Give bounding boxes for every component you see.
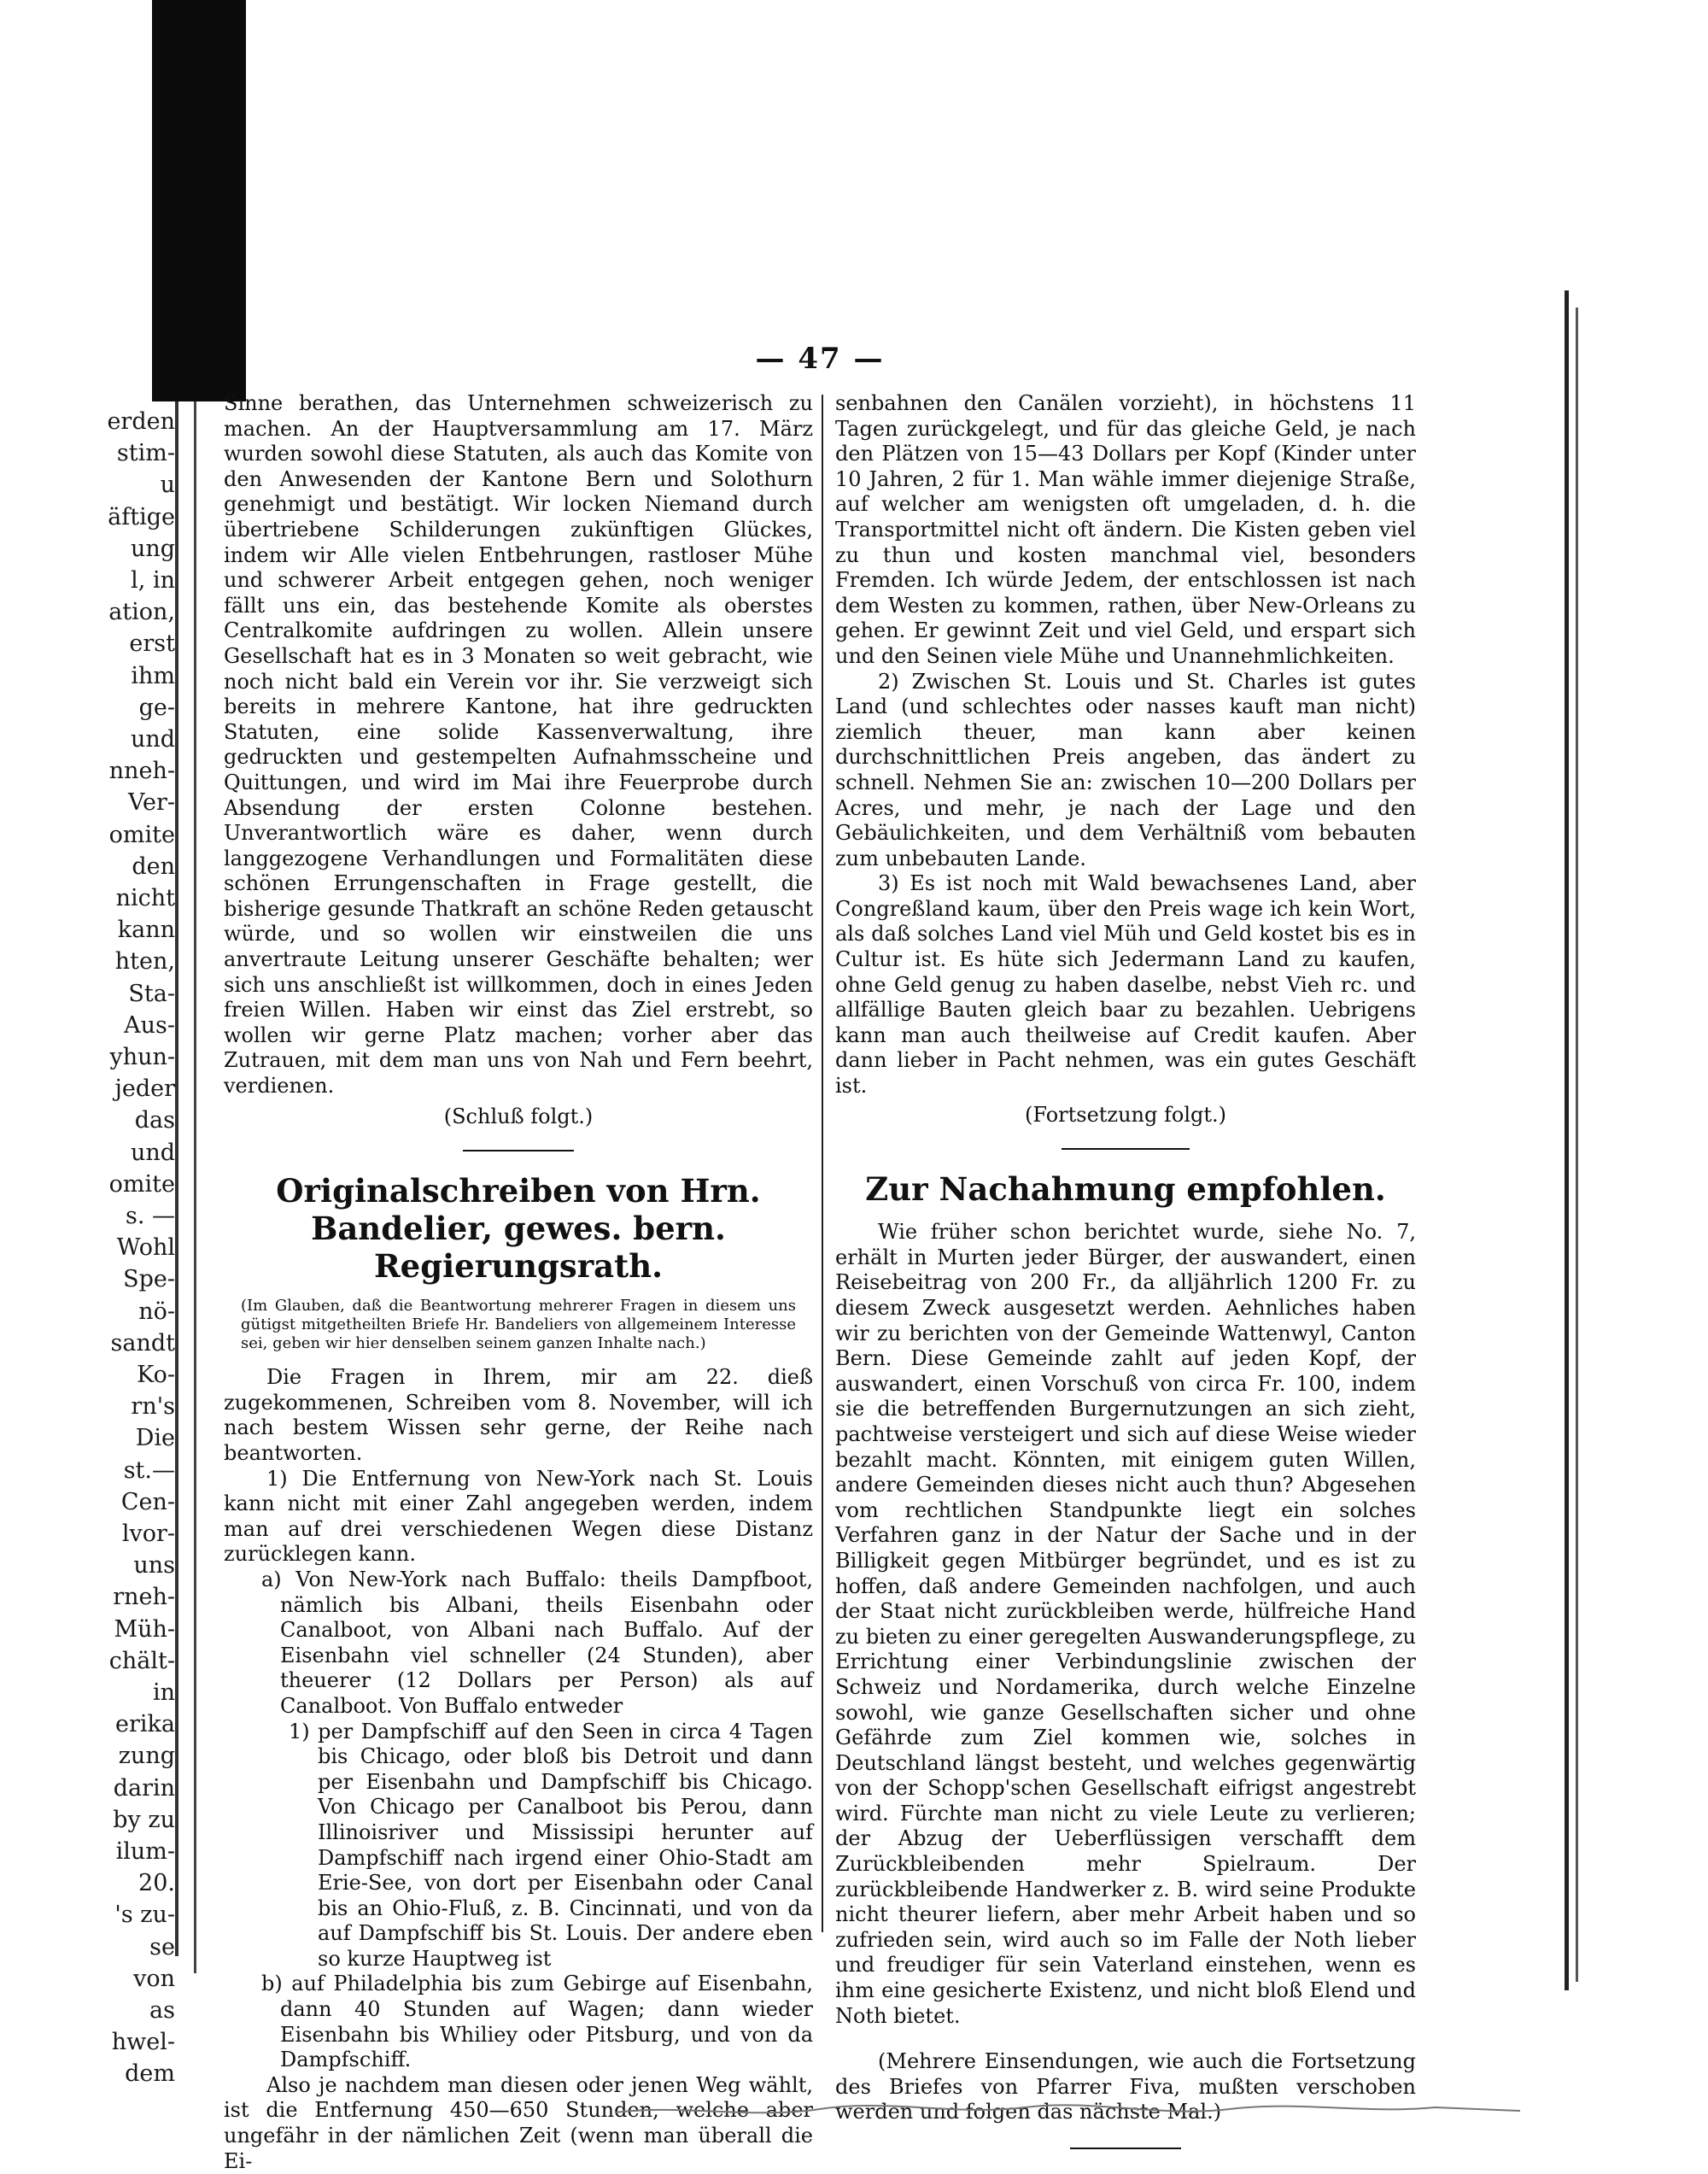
left-page-fragment-line: ge- (138, 694, 175, 721)
left-page-fragment-line: omite (108, 1170, 175, 1198)
left-page-fragment-line: jeder (114, 1075, 175, 1103)
left-page-fragment-line: dem (125, 2060, 175, 2088)
left-page-fragment-line: kann (117, 917, 175, 944)
end-rule (1070, 2148, 1181, 2149)
editor-note: (Im Glauben, daß die Beantwortung mehrerer Fragen in diesem uns gütigst mitgetheilten Briefe Hr. Bandeliers von allgemeinem Interesse sei, geben wir hier denselben seinem ganzen Inhalte nach.) (241, 1297, 796, 1353)
left-page-fragment-line: nicht (115, 885, 175, 911)
left-page-fragment-line: ation, (108, 599, 175, 626)
left-page-fragment-line: Aus- (124, 1011, 175, 1039)
left-page-fragment-line: Spe- (123, 1266, 175, 1293)
left-page-fragment-line: ihm (131, 662, 175, 689)
answer-2: 2) Zwischen St. Louis und St. Charles ist gutes Land (und schlechtes oder nasses kauft man nicht) ziemlich theuer, man kann aber keinen durchschnittlichen Preis angeben, das ändert zu schnell. Nehmen Sie an: zwischen 10—200 Dollars per Acres, und mehr, je nach der Lage und den Gebäulichkeiten, und dem Verhältniß vom bebauten zum unbebauten Lande. (835, 669, 1416, 870)
left-page-fragment-line: in (152, 1679, 175, 1706)
answer-1a-1: 1) per Dampfschiff auf den Seen in circa 4 Tagen bis Chicago, oder bloß bis Detroit und dann per Eisenbahn und Dampfschiff bis Chicago. Von Chicago per Canalboot bis Perou, dann Illinoisriver und Mississipi herunter auf Dampfschiff nach irgend einer Ohio-Stadt am Erie-See, von dort per Eisenbahn oder Canal bis an Ohio-Fluß, z. B. Cincinnati, und von da auf Dampfschiff bis St. Louis. Der andere eben so kurze Hauptweg ist (289, 1719, 813, 1971)
left-page-fragment-line: by zu (113, 1806, 175, 1833)
letter-intro: Die Fragen in Ihrem, mir am 22. dieß zugekommenen, Schreiben vom 8. November, will ich nach bestem Wissen sehr gerne, der Reihe nach beantworten. (224, 1365, 813, 1465)
left-page-fragment-line: stim- (116, 440, 175, 467)
answer-1a: a) Von New-York nach Buffalo: theils Dampfboot, nämlich bis Albani, theils Eisenbahn oder Canalboot, von Albani nach Buffalo. Auf der Eisenbahn viel schneller (24 Stunden), aber theuerer (12 Dollars per Person) als auf Canalboot. Von Buffalo entweder (261, 1567, 813, 1718)
left-page-fragment-line: rn's (131, 1393, 175, 1421)
answer-3: 3) Es ist noch mit Wald bewachsenes Land, aber Congreßland kaum, über den Preis wage ich kein Wort, als daß solches Land viel Müh und Geld kostet bis es in Cultur ist. Es hüte sich Jedermann Land zu kaufen, ohne Geld genug zu haben daselbe, nebst Vieh rc. und allfällige Bauten gleich baar zu bezahlen. Uebrigens kann man auch theilweise auf Credit kaufen. Aber dann lieber in Pacht nehmen, was ein gutes Geschäft ist. (835, 871, 1416, 1099)
left-column (224, 391, 813, 2174)
left-page-fragment-line: von (133, 1965, 175, 1992)
left-page-fragment-line: erden (107, 408, 175, 435)
left-page-fragment-line: äftige (108, 503, 175, 530)
nachahmung-paragraph: Wie früher schon berichtet wurde, siehe No. 7, erhält in Murten jeder Bürger, der auswandert, einen Reisebeitrag von 200 Fr., da alljährlich 1200 Fr. zu diesem Zweck ausgesetzt werden. Aehnliches haben wir zu berichten von der Gemeinde Wattenwyl, Canton Bern. Diese Gemeinde zahlt auf jeden Kopf, der auswandert, einen Vorschuß von circa Fr. 100, indem sie die betreffenden Burgernutzungen an sich zieht, pachtweise versteigert und sich auf diese Weise wieder bezahlt macht. Könnten, mit einigem guten Willen, andere Gemeinden dieses nicht auch thun? Abgesehen vom rechtlichen Standpunkte liegt ein solches Verfahren ganz in der Natur der Sache und in der Billigkeit gegen Mitbürger begründet, und es ist zu hoffen, daß andere Gemeinden nachfolgen, und auch der Staat nicht zurückbleiben werde, hülfreiche Hand zu bieten zu einer geregelten Auswanderungspflege, zu Errichtung einer Verbindungslinie zwischen der Schweiz und Nordamerika, durch welche Einzelne sowohl, wie ganze Gesellschaften sicher und ohne Gefährde zum Ziel kommen wie, solches in Deutschland längst besteht, und welches gegenwärtig von der Schopp'schen Gesellschaft eifrigst angestrebt wird. Fürchte man nicht zu viele Leute zu verlieren; der Abzug der Ueberflüssigen verschafft dem Zurückbleibenden mehr Spielraum. Der zurückbleibende Handwerker z. B. wird seine Produkte nicht theurer liefern, aber mehr Arbeit haben und so zufrieden sein, wird auch so im Falle der Noth lieber und freudiger für sein Vaterland einstehen, wenn es ihm eine gesicherte Existenz, und nicht bloß Elend und Noth bietet. (835, 1220, 1416, 2028)
page-right-border (1565, 290, 1569, 1990)
left-page-fragment-line: Sta- (128, 980, 175, 1007)
left-page-fragment-line: nö- (138, 1298, 175, 1325)
left-page-fragment-line: chält- (108, 1647, 175, 1674)
left-page-fragment-line: das (134, 1107, 175, 1134)
left-paragraph-1: Sinne berathen, das Unternehmen schweizerisch zu machen. An der Hauptversammlung am 17. März wurden sowohl diese Statuten, als auch das Komite von den Anwesenden der Kantone Bern und Solothurn genehmigt und bestätigt. Wir locken Niemand durch übertriebene Schilderungen zukünftigen Glückes, indem wir Alle vielen Entbehrungen, rastloser Mühe und schwerer Arbeit entgegen gehen, noch weniger fällt uns ein, das bestehende Komite als oberstes Centralkomite aufdringen zu wollen. Allein unsere Gesellschaft hat es in 3 Monaten so weit gebracht, wie noch nicht bald ein Verein vor ihr. Sie verzweigt sich bereits in mehrere Kantone, hat ihre gedruckten Statuten, eine solide Kassenverwaltung, ihre gedruckten und gestempelten Aufnahmsscheine und Quittungen, und wird im Mai ihre Feuerprobe durch Absendung der ersten Colonne bestehen. Unverantwortlich wäre es daher, wenn durch langgezogene Verhandlungen und Formalitäten diese schönen Errungenschaften in Frage gestellt, die bisherige gesunde Thatkraft an schöne Reden getauscht würde, und so wollen wir einstweilen die uns anvertraute Leitung unserer Geschäfte behalten; wer sich uns anschließt ist willkommen, doch in eines Jeden freien Willen. Haben wir einst das Ziel erstrebt, so wollen wir gerne Platz machen; vorher aber das Zutrauen, mit dem man uns von Nah und Fern beehrt, verdienen. (224, 391, 813, 1099)
editorial-notice: (Mehrere Einsendungen, wie auch die Fortsetzung des Briefes von Pfarrer Fiva, mußten verschoben werden und folgen das nächste Mal.) (835, 2049, 1416, 2124)
section-rule-right (1062, 1148, 1190, 1150)
left-page-fragment-line: hten, (114, 948, 175, 976)
left-page-fragment-line: Wohl (116, 1234, 175, 1262)
left-page-fragment-line: 's zu- (114, 1902, 175, 1929)
article-heading-nachahmung: Zur Nachahmung empfohlen. (865, 1170, 1386, 1209)
left-page-fragment-line: Die (135, 1425, 175, 1452)
left-page-fragment-line: und (130, 726, 175, 753)
left-page-fragment-line: zung (118, 1743, 175, 1770)
left-page-fragment-line: l, in (131, 567, 175, 594)
left-page-fragment-line: 20. (138, 1870, 175, 1897)
answer-1: 1) Die Entfernung von New-York nach St. Louis kann nicht mit einer Zahl angegeben werden, indem man auf drei verschiedenen Wegen diese Distanz zurücklegen kann. (224, 1466, 813, 1567)
page-left-border (194, 401, 196, 1973)
left-page-fragment-line: u (160, 472, 175, 499)
left-page-fragment-line: Cen- (120, 1488, 175, 1515)
page-number: — 47 — (755, 342, 885, 376)
fortsetzung-folgt: (Fortsetzung folgt.) (1025, 1102, 1226, 1127)
left-page-fragment-line: den (132, 853, 175, 880)
left-page-fragment-line: Ko- (137, 1362, 175, 1388)
section-rule (463, 1150, 574, 1151)
left-page-fragment-line: Ver- (127, 789, 175, 817)
left-page-fragment-line: darin (113, 1774, 175, 1802)
left-page-fragment-line: sandt (110, 1329, 175, 1357)
left-page-fragment-line: nneh- (108, 758, 175, 785)
right-column (835, 391, 1416, 2170)
bottom-edge-marks (615, 2097, 1520, 2123)
left-page-rule (175, 401, 178, 1956)
article-heading-bandelier: Originalschreiben von Hrn. Bandelier, gewes. bern. Regierungsrath. (276, 1172, 761, 1286)
left-page-fragment-line: uns (133, 1552, 175, 1579)
left-page-fragment-line: erst (129, 630, 175, 658)
answer-1-summary: Also je nachdem man diesen oder jenen Weg wählt, ist die Entfernung 450—650 Stunden, welche aber ungefähr in der nämlichen Zeit (wenn man überall die Ei- (224, 2072, 813, 2173)
right-paragraph-1: senbahnen den Canälen vorzieht), in höchstens 11 Tagen zurückgelegt, und für das gleiche Geld, je nach den Plätzen von 15—43 Dollars per Kopf (Kinder unter 10 Jahren, 2 für 1. Man wähle immer diejenige Straße, auf welcher am wenigsten oft umgeladen, d. h. die Transportmittel nicht oft ändern. Die Kisten geben viel zu thun und kosten manchmal viel, besonders Fremden. Ich würde Jedem, der entschlossen ist nach dem Westen zu kommen, rathen, über New-Orleans zu gehen. Er gewinnt Zeit und viel Geld, und erspart sich und den Seinen viele Mühe und Unannehmlichkeiten. (835, 391, 1416, 668)
left-page-fragment-line: s. — (125, 1203, 175, 1229)
page-right-border-inner (1576, 308, 1578, 1982)
left-page-fragment-line: lvor- (121, 1521, 175, 1547)
answer-1b: b) auf Philadelphia bis zum Gebirge auf Eisenbahn, dann 40 Stunden auf Wagen; dann wieder Eisenbahn bis Whiliey oder Pitsburg, und von da Dampfschiff. (261, 1972, 813, 2072)
left-page-fragment-line: erika (115, 1711, 175, 1738)
left-page-fragment-line: hwel- (111, 2029, 175, 2056)
left-page-fragment-line: Müh- (114, 1615, 175, 1643)
left-page-fragment-line: st.— (123, 1456, 175, 1484)
binding-shadow (152, 0, 246, 401)
left-page-fragment-line: se (149, 1933, 175, 1960)
left-page-fragment-line: ung (130, 535, 175, 562)
column-divider (822, 395, 823, 1932)
left-page-fragment-line: und (130, 1139, 175, 1166)
schluss-folgt: (Schluß folgt.) (443, 1104, 594, 1128)
left-page-fragment-line: as (149, 1997, 175, 2024)
left-page-fragment-line: yhun- (109, 1044, 175, 1070)
left-page-fragment-line: ilum- (115, 1838, 175, 1865)
left-page-fragment-line: omite (108, 821, 175, 848)
left-page-fragment-line: rneh- (113, 1584, 175, 1611)
